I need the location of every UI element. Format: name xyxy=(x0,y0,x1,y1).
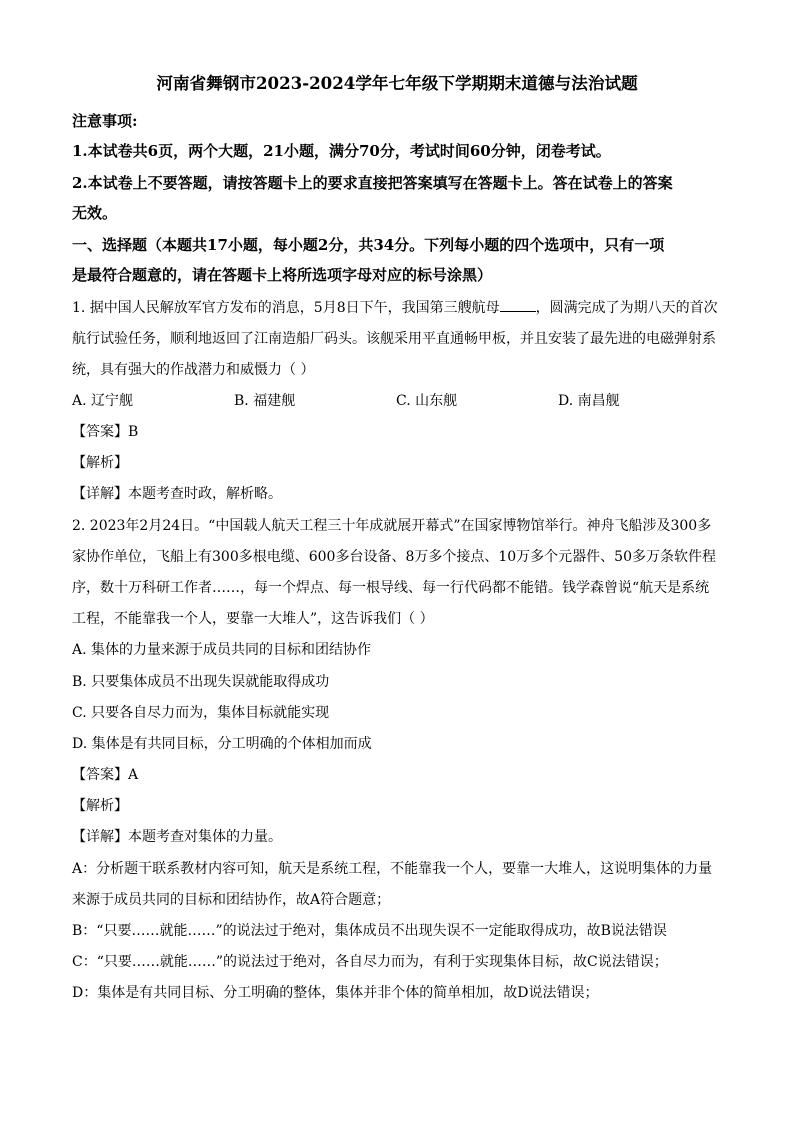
q1-option-a: A. 辽宁舰 xyxy=(72,393,134,409)
q1-answer-blank xyxy=(500,299,536,312)
q2-option-d: D. 集体是有共同目标，分工明确的个体相加而成 xyxy=(72,736,372,752)
q2-option-b: B. 只要集体成员不出现失误就能取得成功 xyxy=(72,674,330,690)
q2-explain-c: C：“只要……就能……”的说法过于绝对，各自尽力而为，有利于实现集体目标，故C说法错误； xyxy=(72,954,668,970)
q1-stem-line-2: 航行试验任务，顺利地返回了江南造船厂码头。该舰采用平直通畅甲板，并且安装了最先进的电磁弹射系 xyxy=(72,331,716,347)
q1-stem-text-before: 1. 据中国人民解放军官方发布的消息，5月8日下午，我国第三艘航母 xyxy=(72,300,500,316)
q2-stem-line-4: 工程，不能靠我一个人，要靠一大堆人”，这告诉我们（ ） xyxy=(72,611,434,627)
q1-stem-line-3: 统，具有强大的作战潜力和威慑力（ ） xyxy=(72,362,315,378)
q2-stem-line-2: 家协作单位，飞船上有300多根电缆、600多台设备、8万多个接点、10万多个元器件、50多万条软件程 xyxy=(72,549,716,565)
q2-explain-d: D：集体是有共同目标、分工明确的整体，集体并非个体的简单相加，故D说法错误； xyxy=(72,985,599,1001)
q2-detail: 【详解】本题考查对集体的力量。 xyxy=(72,829,282,845)
q1-stem-line-1 xyxy=(72,297,718,317)
notice-heading: 注意事项: xyxy=(72,112,138,130)
q2-stem-line-3: 序，数十万科研工作者……，每一个焊点、每一根导线、每一行代码都不能错。钱学森曾说“航天是系统 xyxy=(72,580,710,596)
q2-explain-a-line-1: A：分析题干联系教材内容可知，航天是系统工程，不能靠我一个人，要靠一大堆人，这说明集体的力量 xyxy=(72,861,713,877)
notice-item-2-line-1: 2.本试卷上不要答题，请按答题卡上的要求直接把答案填写在答题卡上。答在试卷上的答案 xyxy=(72,174,673,192)
q2-option-a: A. 集体的力量来源于成员共同的目标和团结协作 xyxy=(72,642,372,658)
q1-stem-text-after: ，圆满完成了为期八天的首次 xyxy=(535,300,718,316)
notice-item-1: 1.本试卷共6页，两个大题，21小题，满分70分，考试时间60分钟，闭卷考试。 xyxy=(72,142,611,160)
section-1-heading-line-1: 一、选择题（本题共17小题，每小题2分，共34分。下列每小题的四个选项中，只有一项 xyxy=(72,236,665,254)
section-1-heading-line-2: 是最符合题意的，请在答题卡上将所选项字母对应的标号涂黑） xyxy=(72,266,493,284)
q2-stem-line-1: 2. 2023年2月24日。“中国载人航天工程三十年成就展开幕式”在国家博物馆举行。神舟飞船涉及300多 xyxy=(72,518,712,534)
q1-option-b: B. 福建舰 xyxy=(234,393,296,409)
q2-answer: 【答案】A xyxy=(72,767,139,783)
q1-detail: 【详解】本题考查时政，解析略。 xyxy=(72,486,282,502)
q1-analysis: 【解析】 xyxy=(72,455,128,471)
q2-explain-b: B：“只要……就能……”的说法过于绝对，集体成员不出现失误不一定能取得成功，故B说法错误 xyxy=(72,923,667,939)
q1-answer: 【答案】B xyxy=(72,424,139,440)
q1-option-d: D. 南昌舰 xyxy=(558,393,620,409)
q1-option-c: C. 山东舰 xyxy=(396,393,458,409)
exam-title: 河南省舞钢市2023-2024学年七年级下学期期末道德与法治试题 xyxy=(156,73,638,93)
q2-option-c: C. 只要各自尽力而为，集体目标就能实现 xyxy=(72,705,330,721)
q2-analysis: 【解析】 xyxy=(72,798,128,814)
q2-explain-a-line-2: 来源于成员共同的目标和团结协作，故A符合题意； xyxy=(72,892,391,908)
notice-item-2-line-2: 无效。 xyxy=(72,204,118,222)
